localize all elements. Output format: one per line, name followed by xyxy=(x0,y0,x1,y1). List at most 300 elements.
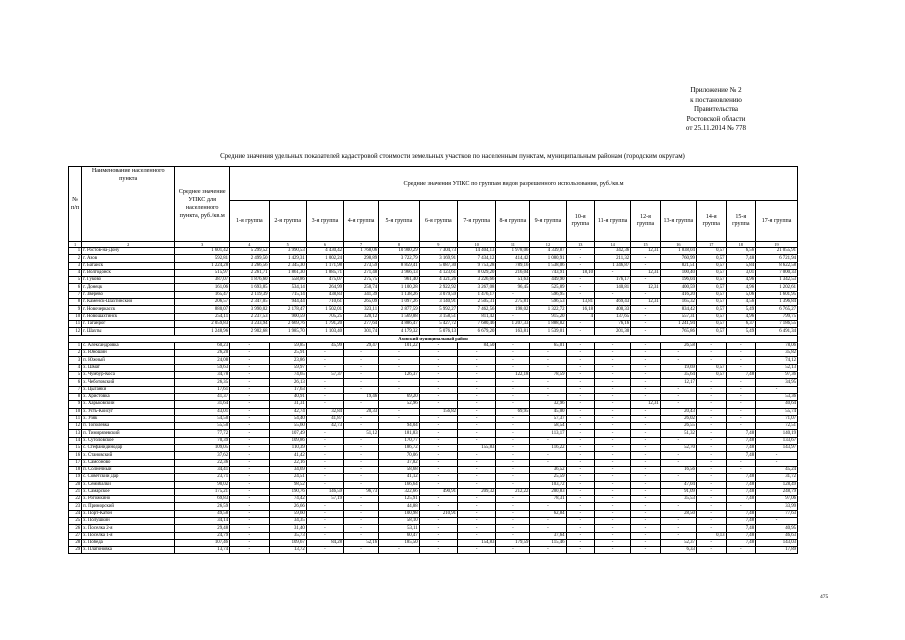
group-value: - xyxy=(344,350,379,357)
group-value: 915,20 xyxy=(530,313,566,320)
group-value: - xyxy=(660,452,696,459)
group-value: 58,54 xyxy=(530,423,566,430)
group-value: 1 171,98 xyxy=(306,262,343,269)
group-value: 96,73 xyxy=(344,488,379,495)
group-value: - xyxy=(419,437,457,444)
row-number: 12 xyxy=(69,328,82,335)
column-number: 8 xyxy=(379,242,420,248)
group-value: 28,50 xyxy=(660,510,696,517)
group-value: - xyxy=(566,328,594,335)
table-row xyxy=(69,415,798,422)
group-value: 1 241,94 xyxy=(660,320,696,327)
group-value: 12,31 xyxy=(631,269,661,276)
group-value: 320,12 xyxy=(344,313,379,320)
group-value: 58,10 xyxy=(379,517,420,524)
group-value: 3 158,51 xyxy=(419,313,457,320)
group-value: 1 502,01 xyxy=(306,306,343,313)
group-value: - xyxy=(419,525,457,532)
group-value: 1 601,95 xyxy=(756,291,798,298)
group-value: 271,48 xyxy=(344,269,379,276)
group-value: - xyxy=(696,423,726,430)
row-number: 18 xyxy=(69,466,82,473)
group-value: - xyxy=(344,386,379,393)
group-value: - xyxy=(344,452,379,459)
group-value: 20,43 xyxy=(660,408,696,415)
group-value: - xyxy=(756,452,798,459)
average-upks: 22,36 xyxy=(175,459,230,466)
group-value: 596,53 xyxy=(530,299,566,306)
group-value: - xyxy=(595,364,631,371)
table-row xyxy=(69,284,798,291)
group-value: 490,91 xyxy=(419,488,457,495)
group-value: 1 838,04 xyxy=(660,248,696,255)
group-value: - xyxy=(566,320,594,327)
average-upks: 161,06 xyxy=(175,284,230,291)
group-value: - xyxy=(696,459,726,466)
group-value: - xyxy=(230,437,269,444)
group-value: 176,17 xyxy=(595,277,631,284)
group-value: 12,31 xyxy=(631,401,661,408)
header-group-11: 11-я группа xyxy=(595,201,631,242)
table-row xyxy=(69,430,798,437)
group-value: - xyxy=(419,430,457,437)
group-value: - xyxy=(458,517,496,524)
group-value: 69,20 xyxy=(379,393,420,400)
document-title: Средние значения удельных показателей кадастровой стоимости земельных участков по населенным пунктам, муниципальным районам (городским округам) xyxy=(220,153,685,160)
group-value: 84,28 xyxy=(306,539,343,546)
group-value: - xyxy=(530,437,566,444)
group-value: - xyxy=(344,459,379,466)
group-value: 7,48 xyxy=(726,488,756,495)
group-value: - xyxy=(566,459,594,466)
group-value: - xyxy=(496,313,530,320)
group-value: - xyxy=(306,430,343,437)
group-value: - xyxy=(595,350,631,357)
settlement-name: г. Шахты xyxy=(82,328,175,335)
header-group-7: 7-я группа xyxy=(458,201,496,242)
group-value: - xyxy=(230,474,269,481)
group-value: - xyxy=(344,481,379,488)
approval-line: Приложение № 2 xyxy=(690,86,742,94)
group-value: 1 097,26 xyxy=(379,299,420,306)
group-value: 18,10 xyxy=(566,269,594,276)
group-value: 799,75 xyxy=(756,313,798,320)
group-value: - xyxy=(696,430,726,437)
group-value: 1 322,72 xyxy=(530,306,566,313)
table-row xyxy=(69,299,798,306)
table-row xyxy=(69,277,798,284)
group-value: - xyxy=(726,503,756,510)
header-group-15: 15-я группа xyxy=(726,201,756,242)
group-value: - xyxy=(530,386,566,393)
group-value: - xyxy=(595,415,631,422)
column-number: 2 xyxy=(82,242,175,248)
group-value: - xyxy=(566,372,594,379)
settlement-name: х. Семибалки xyxy=(82,481,175,488)
table-row xyxy=(69,466,798,473)
group-value: - xyxy=(496,437,530,444)
column-number: 16 xyxy=(660,242,696,248)
group-value: 32,96 xyxy=(530,401,566,408)
group-value: - xyxy=(230,357,269,364)
average-upks: 26,20 xyxy=(175,350,230,357)
group-value: - xyxy=(566,503,594,510)
group-value: - xyxy=(595,386,631,393)
group-value: - xyxy=(631,539,661,546)
group-value: 3,01 xyxy=(726,269,756,276)
group-value: 163,81 xyxy=(496,328,530,335)
group-value: - xyxy=(496,445,530,452)
group-value: 78,31 xyxy=(530,496,566,503)
header-group-3: 3-я группа xyxy=(306,201,343,242)
group-value: - xyxy=(595,342,631,349)
group-value: 211,32 xyxy=(595,255,631,262)
group-value: 52,96 xyxy=(379,401,420,408)
group-value: 1 429,31 xyxy=(269,255,306,262)
group-value: - xyxy=(419,459,457,466)
settlement-name: х. Чеботовский xyxy=(82,379,175,386)
group-value: - xyxy=(631,277,661,284)
group-value: 342,36 xyxy=(595,248,631,255)
group-value: 109,67 xyxy=(269,539,306,546)
group-value: 44,88 xyxy=(379,503,420,510)
group-value: 7,48 xyxy=(726,517,756,524)
group-value: 277,64 xyxy=(344,320,379,327)
row-number: 22 xyxy=(69,496,82,503)
group-value: 146,59 xyxy=(306,488,343,495)
group-value: - xyxy=(230,539,269,546)
group-value: 7 680,46 xyxy=(458,320,496,327)
group-value: - xyxy=(458,364,496,371)
group-value: 1 768,06 xyxy=(344,248,379,255)
group-value: 69,95 xyxy=(496,408,530,415)
group-value: 7 462,56 xyxy=(458,306,496,313)
group-value: 2 902,68 xyxy=(230,328,269,335)
group-value: 7,48 xyxy=(726,525,756,532)
group-value: - xyxy=(419,423,457,430)
column-number: 14 xyxy=(595,242,631,248)
group-value: 140,19 xyxy=(756,430,798,437)
group-value: 170,77 xyxy=(379,437,420,444)
group-value: - xyxy=(344,372,379,379)
group-value: - xyxy=(726,423,756,430)
group-value: 322,66 xyxy=(379,488,420,495)
group-value: - xyxy=(230,445,269,452)
group-value: - xyxy=(306,532,343,539)
group-value: 1 476,17 xyxy=(458,291,496,298)
group-value: - xyxy=(631,481,661,488)
group-value: - xyxy=(566,401,594,408)
group-value: - xyxy=(496,503,530,510)
group-value: 2 669,76 xyxy=(269,320,306,327)
group-value: - xyxy=(496,364,530,371)
group-value: - xyxy=(696,525,726,532)
group-value: - xyxy=(379,408,420,415)
header-groups-title: Средние значения УПКС по группам видов разрешенного использования, руб./кв.м xyxy=(230,167,798,201)
group-value: 122,18 xyxy=(496,372,530,379)
group-value: - xyxy=(696,350,726,357)
table-row xyxy=(69,269,798,276)
group-value: - xyxy=(496,342,530,349)
group-value: 7,48 xyxy=(726,481,756,488)
settlement-name: х. Юношин xyxy=(82,350,175,357)
group-value: - xyxy=(631,255,661,262)
group-value: - xyxy=(344,525,379,532)
group-value: 52,16 xyxy=(344,539,379,546)
group-value: 23,86 xyxy=(269,357,306,364)
section-title: Азовский муниципальный район xyxy=(69,335,798,342)
group-value: - xyxy=(595,525,631,532)
group-value: 42,73 xyxy=(306,423,343,430)
header-name: Наименование населенного пункта xyxy=(82,167,175,242)
group-value: - xyxy=(230,517,269,524)
settlement-name: х. Полушкин xyxy=(82,517,175,524)
average-upks: 26,35 xyxy=(175,379,230,386)
group-value: 100,40 xyxy=(660,269,696,276)
average-upks: 55,50 xyxy=(175,423,230,430)
group-value: 26,55 xyxy=(660,423,696,430)
group-value: 51,63 xyxy=(496,277,530,284)
group-value: 125,91 xyxy=(379,496,420,503)
group-value: 7,48 xyxy=(726,430,756,437)
group-value: - xyxy=(660,517,696,524)
group-value: - xyxy=(530,379,566,386)
settlement-name: х. Самсоново xyxy=(82,459,175,466)
settlement-name: с. Стефанидинодар xyxy=(82,445,175,452)
group-value: - xyxy=(419,503,457,510)
settlement-name: п. Тимирязевский xyxy=(82,430,175,437)
group-value: 4,96 xyxy=(726,313,756,320)
group-value: - xyxy=(496,459,530,466)
group-value: 166,64 xyxy=(379,481,420,488)
group-value: - xyxy=(566,357,594,364)
group-value: - xyxy=(496,532,530,539)
group-value: - xyxy=(631,313,661,320)
header-group-16: 17-я группа xyxy=(756,201,798,242)
group-value: - xyxy=(631,525,661,532)
group-value: 74,42 xyxy=(269,496,306,503)
group-value: - xyxy=(496,481,530,488)
group-value: 1 100,28 xyxy=(379,284,420,291)
group-value: - xyxy=(696,393,726,400)
group-value: - xyxy=(419,350,457,357)
group-value: 35,82 xyxy=(756,350,798,357)
group-value: - xyxy=(566,350,594,357)
row-number: 2 xyxy=(69,255,82,262)
group-value: 53,11 xyxy=(379,525,420,532)
group-value: - xyxy=(595,423,631,430)
group-value: 264,99 xyxy=(306,284,343,291)
group-value: - xyxy=(496,517,530,524)
row-number: 10 xyxy=(69,313,82,320)
group-value: 35,64 xyxy=(660,372,696,379)
group-value: - xyxy=(230,525,269,532)
settlement-name: х. Поселка 1-я xyxy=(82,532,175,539)
group-value: 7,48 xyxy=(726,437,756,444)
group-value: - xyxy=(696,437,726,444)
group-value: 5 076,13 xyxy=(419,328,457,335)
table-row xyxy=(69,291,798,298)
group-value: - xyxy=(696,539,726,546)
group-value: 275,75 xyxy=(344,277,379,284)
group-value: - xyxy=(458,525,496,532)
group-value: 4 339,87 xyxy=(530,248,566,255)
group-value: - xyxy=(230,379,269,386)
group-value: - xyxy=(419,452,457,459)
group-value: - xyxy=(631,262,661,269)
header-group-9: 9-я группа xyxy=(530,201,566,242)
group-value: 710,61 xyxy=(306,299,343,306)
group-value: - xyxy=(344,547,379,554)
group-value: - xyxy=(566,481,594,488)
group-value: - xyxy=(230,415,269,422)
average-upks: 41,37 xyxy=(175,393,230,400)
group-value: - xyxy=(566,445,594,452)
group-value: 6 679,20 xyxy=(458,328,496,335)
group-value: 1 985,70 xyxy=(269,328,306,335)
group-value: 3 079,59 xyxy=(419,291,457,298)
average-upks: 24,08 xyxy=(175,357,230,364)
row-number: 12 xyxy=(69,423,82,430)
group-value: - xyxy=(631,503,661,510)
group-value: - xyxy=(530,459,566,466)
column-number: 5 xyxy=(269,242,306,248)
row-number: 17 xyxy=(69,459,82,466)
group-value: - xyxy=(230,459,269,466)
group-value: - xyxy=(631,496,661,503)
group-value: - xyxy=(530,364,566,371)
group-value: - xyxy=(566,510,594,517)
group-value: - xyxy=(419,386,457,393)
group-value: - xyxy=(230,488,269,495)
row-number: 21 xyxy=(69,488,82,495)
group-value: - xyxy=(595,517,631,524)
row-number: 29 xyxy=(69,547,82,554)
group-value: - xyxy=(306,401,343,408)
group-value: - xyxy=(631,510,661,517)
average-upks: 59,63 xyxy=(175,364,230,371)
group-value: 71,07 xyxy=(756,415,798,422)
group-value: - xyxy=(566,488,594,495)
group-value: 1 103,40 xyxy=(306,328,343,335)
table-row xyxy=(69,539,798,546)
table-row xyxy=(69,357,798,364)
group-value: - xyxy=(631,328,661,335)
table-row xyxy=(69,474,798,481)
group-value: - xyxy=(306,474,343,481)
approval-line: Правительства xyxy=(693,105,739,114)
group-value: 1 346,87 xyxy=(595,262,631,269)
group-value: 16,18 xyxy=(566,306,594,313)
group-value: - xyxy=(595,393,631,400)
group-value: 1 888,82 xyxy=(530,320,566,327)
average-upks: 69,83 xyxy=(175,496,230,503)
group-value: - xyxy=(230,503,269,510)
group-value: - xyxy=(344,496,379,503)
table-row xyxy=(69,255,798,262)
group-value: 323,11 xyxy=(344,306,379,313)
group-value: 24,51 xyxy=(269,474,306,481)
group-value: 57,19 xyxy=(306,496,343,503)
group-value: 525,89 xyxy=(530,284,566,291)
group-value: - xyxy=(458,401,496,408)
group-value: 12,31 xyxy=(631,248,661,255)
group-value: 0,57 xyxy=(696,364,726,371)
group-value: 37,82 xyxy=(379,459,420,466)
row-number: 4 xyxy=(69,269,82,276)
group-value: 6 765,27 xyxy=(756,306,798,313)
group-value: - xyxy=(566,525,594,532)
column-number: 1 xyxy=(69,242,82,248)
settlement-name: х. Христовка xyxy=(82,393,175,400)
group-value: 116,22 xyxy=(530,445,566,452)
group-value: 6,56 xyxy=(726,248,756,255)
group-value: - xyxy=(344,503,379,510)
header-group-13: 13-я группа xyxy=(660,201,696,242)
settlement-name: г. Новочеркасск xyxy=(82,306,175,313)
settlement-name: с. Александровка xyxy=(82,342,175,349)
average-upks: 24,79 xyxy=(175,532,230,539)
group-value: - xyxy=(595,466,631,473)
group-value: - xyxy=(566,342,594,349)
group-value: - xyxy=(230,372,269,379)
group-value: - xyxy=(458,393,496,400)
header-group-6: 6-я группа xyxy=(419,201,457,242)
group-value: 96,45 xyxy=(496,284,530,291)
group-value: - xyxy=(566,262,594,269)
group-value: 41,42 xyxy=(269,452,306,459)
table-row xyxy=(69,393,798,400)
group-value: - xyxy=(595,372,631,379)
group-value: - xyxy=(696,503,726,510)
group-value: 115,46 xyxy=(530,539,566,546)
group-value: - xyxy=(566,284,594,291)
group-value: 2 345,30 xyxy=(269,262,306,269)
group-value: - xyxy=(230,350,269,357)
group-value: - xyxy=(344,445,379,452)
group-value: 40,95 xyxy=(756,525,798,532)
group-value: 2 499,50 xyxy=(230,255,269,262)
group-value: - xyxy=(631,517,661,524)
group-value: - xyxy=(660,459,696,466)
group-value: 2 877,59 xyxy=(379,306,420,313)
group-value: - xyxy=(458,379,496,386)
group-value: - xyxy=(344,532,379,539)
group-value: - xyxy=(230,386,269,393)
group-value: - xyxy=(595,503,631,510)
group-value: - xyxy=(419,364,457,371)
row-number: 1 xyxy=(69,248,82,255)
group-value: - xyxy=(566,386,594,393)
group-value: - xyxy=(458,372,496,379)
settlement-name: г. Гуково xyxy=(82,277,175,284)
group-value: 5 299,52 xyxy=(230,248,269,255)
group-value: 414,42 xyxy=(496,255,530,262)
table-row xyxy=(69,503,798,510)
group-value: 7 434,12 xyxy=(458,255,496,262)
group-value: - xyxy=(660,386,696,393)
group-value: - xyxy=(458,496,496,503)
group-value: 35,73 xyxy=(269,532,306,539)
group-value: 58,68 xyxy=(379,466,420,473)
group-value: 84,50 xyxy=(458,342,496,349)
group-value: - xyxy=(530,357,566,364)
group-value: - xyxy=(419,496,457,503)
group-value: 3 966,13 xyxy=(379,269,420,276)
group-value: - xyxy=(230,423,269,430)
group-value: - xyxy=(595,291,631,298)
group-value: 2 178,47 xyxy=(269,306,306,313)
